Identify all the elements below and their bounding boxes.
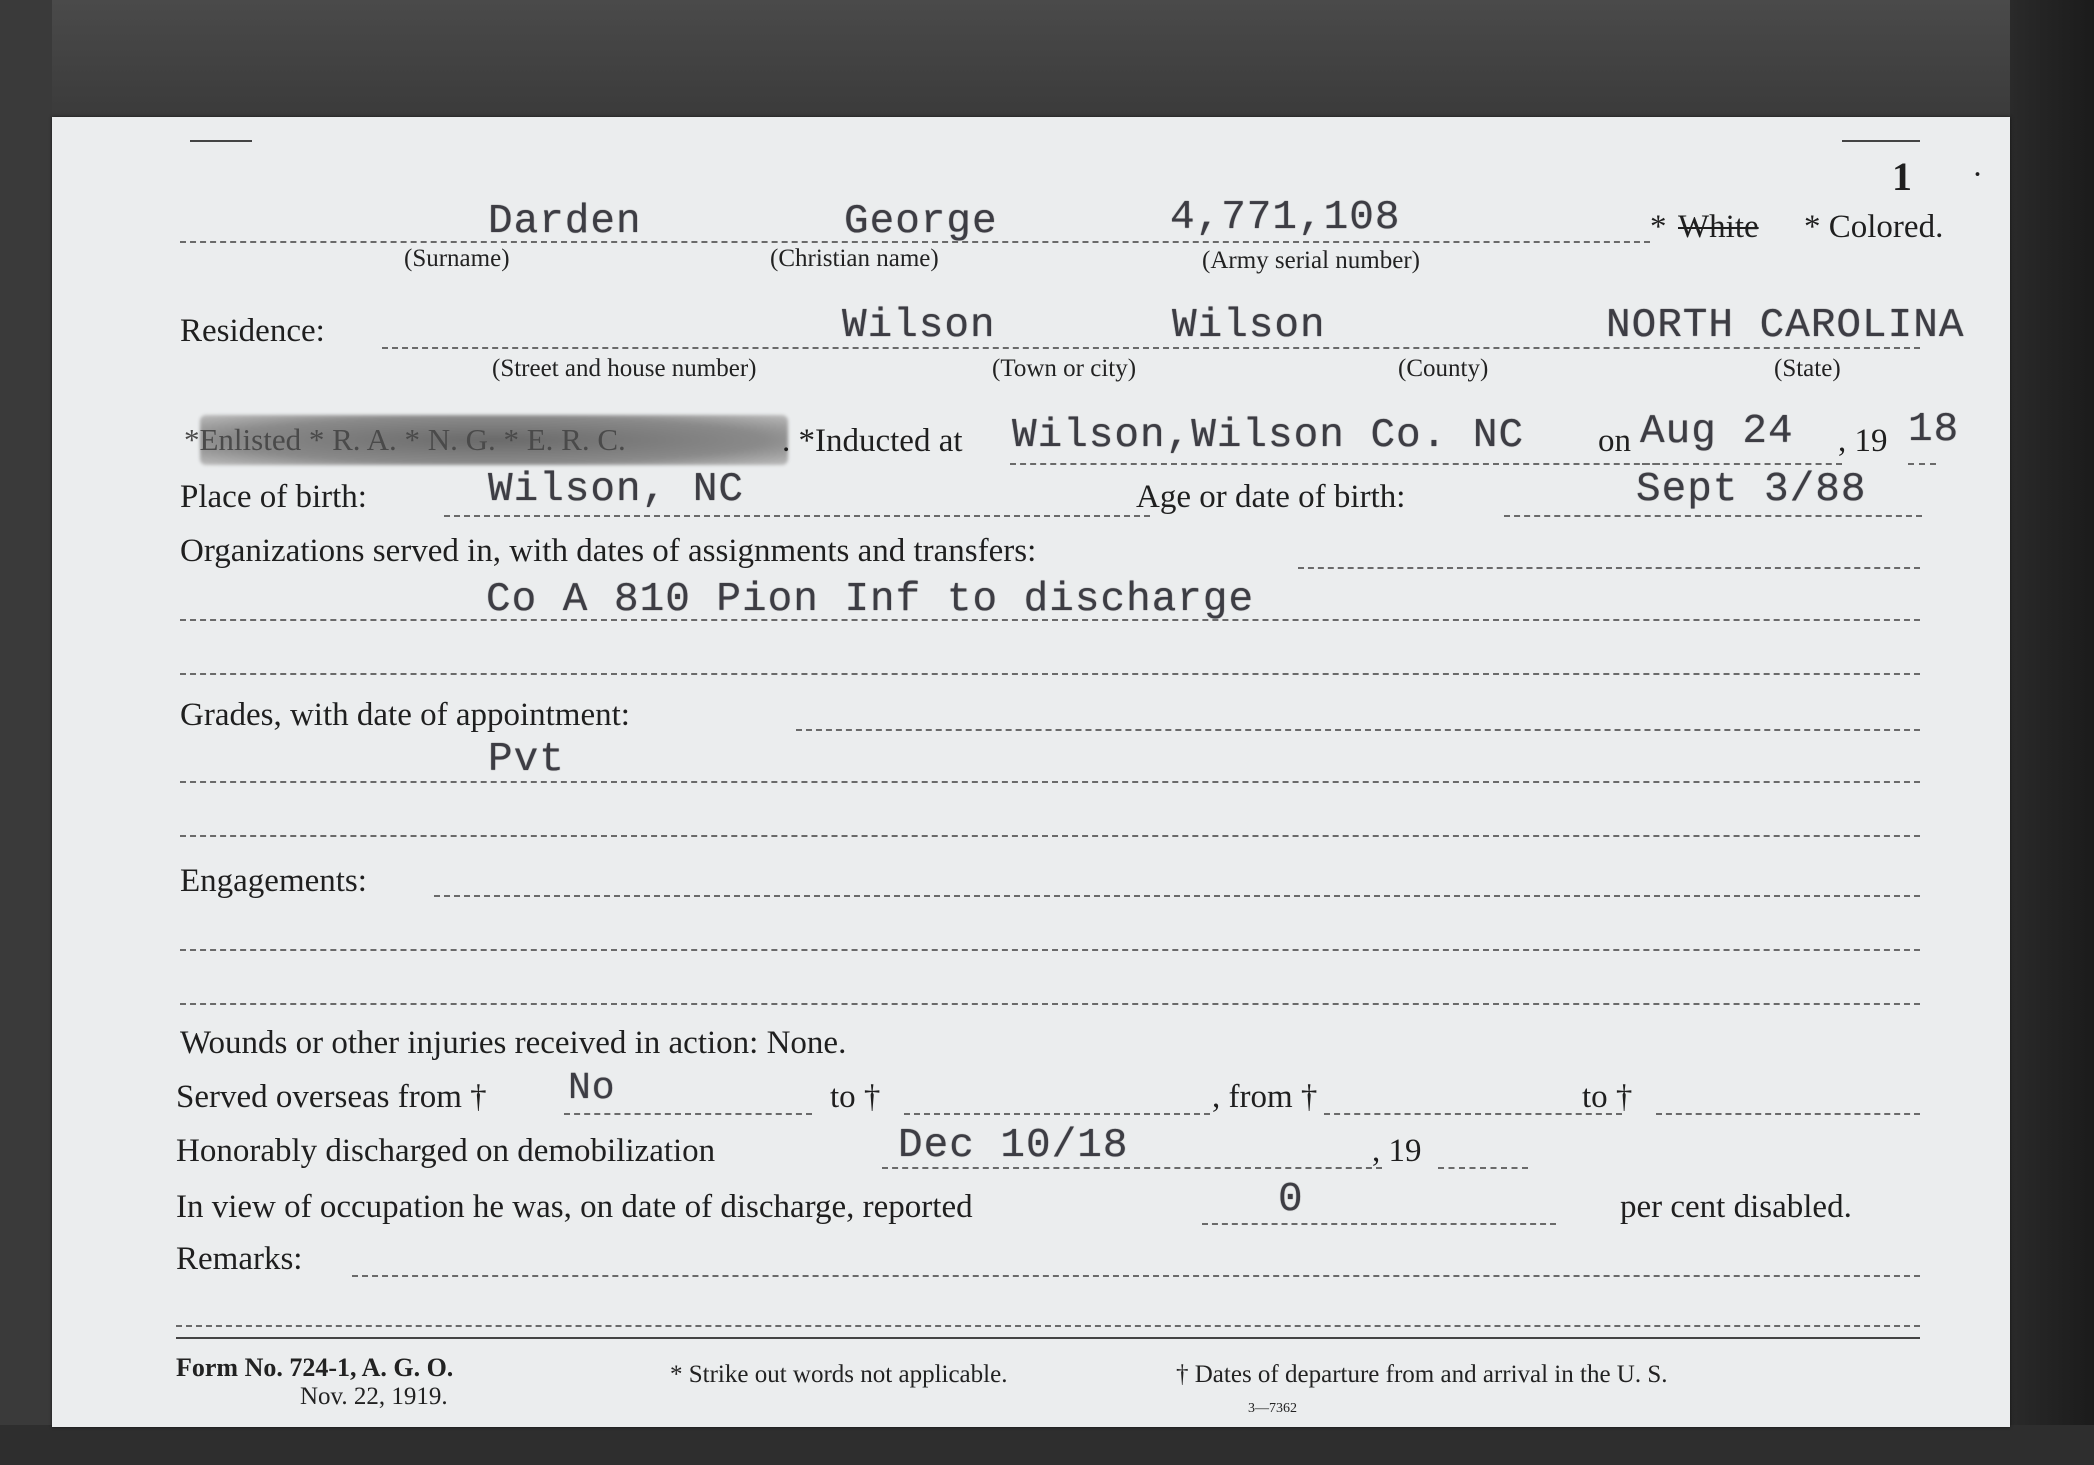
occupation-label: In view of occupation he was, on date of discharge, reported — [176, 1189, 973, 1225]
overseas-label: Served overseas from † — [176, 1079, 487, 1115]
disabled-label: per cent disabled. — [1620, 1189, 1852, 1225]
birthdate-line — [1504, 515, 1922, 517]
year-prefix: , 19 — [1838, 423, 1888, 459]
inducted-year-line — [1908, 463, 1936, 465]
remarks-line-2 — [176, 1325, 1920, 1327]
christian-name-label: (Christian name) — [770, 245, 939, 272]
discharge-label: Honorably discharged on demobilization — [176, 1133, 716, 1169]
overseas-to2-label: to † — [1582, 1079, 1633, 1115]
engagements-line-3 — [180, 1003, 1920, 1005]
on-label: on — [1598, 423, 1631, 459]
overseas-to-line — [904, 1113, 1210, 1115]
top-right-rule — [1842, 140, 1920, 142]
inducted-at-value: Wilson,Wilson Co. NC — [1012, 413, 1525, 459]
grades-line-3 — [180, 835, 1920, 837]
birthdate-value: Sept 3/88 — [1636, 467, 1867, 513]
footer-rule — [176, 1337, 1920, 1339]
top-left-rule — [190, 140, 252, 142]
birthplace-value: Wilson, NC — [488, 467, 745, 513]
disabled-percent-value: 0 — [1278, 1177, 1304, 1223]
street-label: (Street and house number) — [492, 355, 757, 382]
race-asterisk: * — [1650, 209, 1667, 245]
race-white-struck: White — [1678, 209, 1759, 245]
print-code: 3—7362 — [1248, 1401, 1297, 1416]
disabled-line — [1202, 1223, 1556, 1225]
state-value: NORTH CAROLINA — [1606, 303, 1965, 349]
inducted-year-value: 18 — [1908, 407, 1960, 453]
town-value: Wilson — [842, 303, 996, 349]
inducted-label: . *Inducted at — [782, 423, 963, 459]
race-colored: * Colored. — [1804, 209, 1944, 245]
overseas-to2-line — [1656, 1113, 1920, 1115]
discharge-year-label: , 19 — [1372, 1133, 1422, 1169]
state-label: (State) — [1774, 355, 1841, 382]
inducted-date-line — [1642, 463, 1842, 465]
engagements-label: Engagements: — [180, 863, 367, 899]
scan-backdrop-top — [0, 0, 2094, 122]
surname-label: (Surname) — [404, 245, 510, 272]
serial-number-value: 4,771,108 — [1170, 195, 1401, 241]
overseas-to-label: to † — [830, 1079, 881, 1115]
enlisted-options-struck: *Enlisted * R. A. * N. G. * E. R. C. — [184, 422, 626, 457]
engagements-line-1 — [434, 895, 1920, 897]
overseas-from2-line — [1324, 1113, 1622, 1115]
scan-backdrop-right — [2010, 0, 2094, 1465]
organizations-line-1 — [1298, 567, 1920, 569]
grades-label: Grades, with date of appointment: — [180, 697, 630, 733]
remarks-line-1 — [352, 1275, 1920, 1277]
birthplace-label: Place of birth: — [180, 479, 367, 515]
scan-backdrop-left — [0, 0, 52, 1465]
inducted-date-value: Aug 24 — [1640, 409, 1794, 455]
serial-number-label: (Army serial number) — [1202, 247, 1420, 274]
town-label: (Town or city) — [992, 355, 1137, 382]
form-date: Nov. 22, 1919. — [300, 1383, 448, 1410]
form-number: Form No. 724-1, A. G. O. — [176, 1353, 454, 1382]
organizations-label: Organizations served in, with dates of assignments and transfers: — [180, 533, 1037, 569]
overseas-from-line — [564, 1113, 812, 1115]
county-value: Wilson — [1172, 303, 1326, 349]
grades-line-1 — [796, 729, 1920, 731]
organizations-value: Co A 810 Pion Inf to discharge — [486, 577, 1255, 623]
discharge-date-value: Dec 10/18 — [898, 1123, 1129, 1169]
organizations-line-2 — [180, 619, 1920, 621]
grades-value: Pvt — [488, 737, 565, 783]
inducted-line — [1010, 463, 1660, 465]
scan-backdrop-bottom — [0, 1425, 2094, 1465]
grades-line-2 — [180, 781, 1920, 783]
discharge-year-line — [1438, 1167, 1528, 1169]
birthplace-line — [444, 515, 1150, 517]
corner-dot: · — [1972, 157, 1983, 193]
residence-label: Residence: — [180, 313, 325, 349]
overseas-from2-label: , from † — [1212, 1079, 1318, 1115]
engagements-line-2 — [180, 949, 1920, 951]
organizations-line-3 — [180, 673, 1920, 675]
strike-note: * Strike out words not applicable. — [670, 1361, 1008, 1388]
dates-note: † Dates of departure from and arrival in the U. S. — [1176, 1361, 1668, 1388]
service-record-card — [52, 117, 2010, 1427]
overseas-from-value: No — [568, 1067, 616, 1110]
page-number: 1 — [1892, 154, 1912, 199]
county-label: (County) — [1398, 355, 1489, 382]
remarks-label: Remarks: — [176, 1241, 303, 1277]
birthdate-label: Age or date of birth: — [1136, 479, 1406, 515]
wounds-label: Wounds or other injuries received in action: None. — [180, 1025, 847, 1061]
christian-name-value: George — [844, 199, 998, 245]
surname-value: Darden — [488, 199, 642, 245]
